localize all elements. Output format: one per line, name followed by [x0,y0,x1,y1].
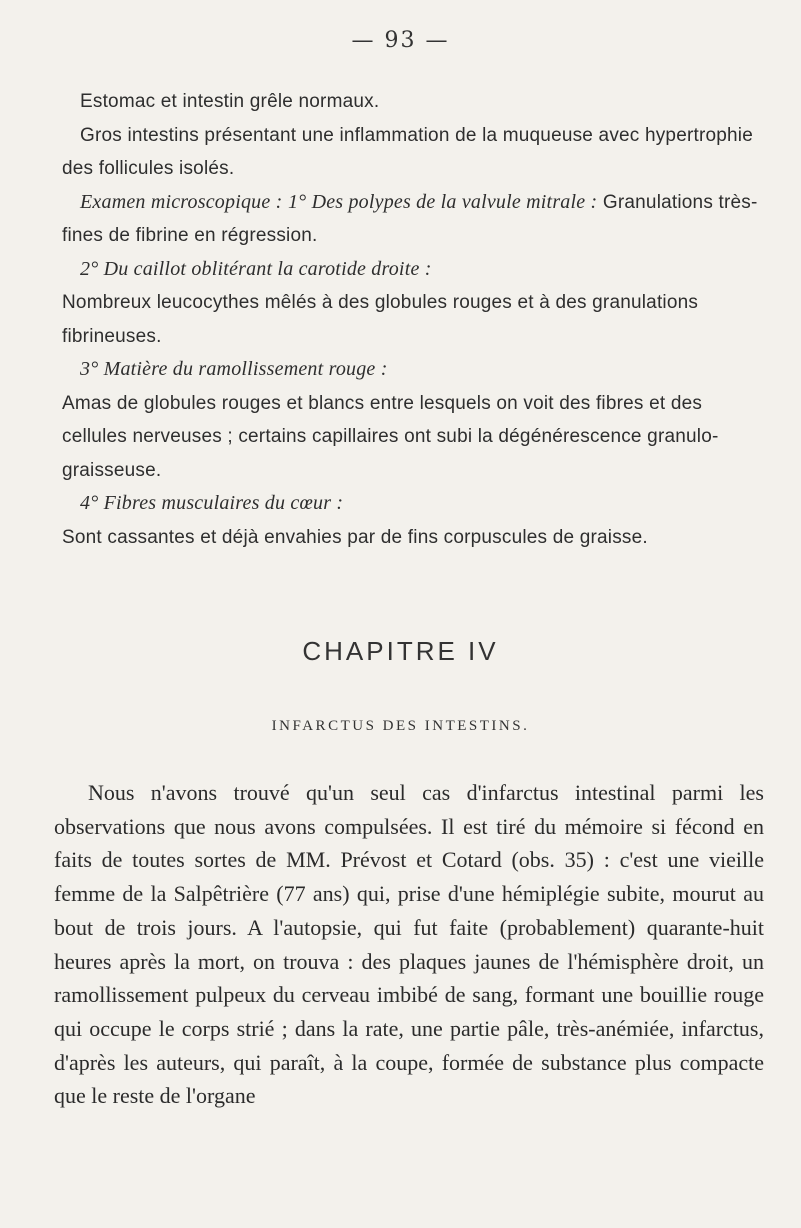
exam-item-label: 3° Matière du ramollissement rouge : [80,358,388,380]
body-paragraph: Nous n'avons trouvé qu'un seul cas d'infarctus intestinal parmi les observations que nous avons compulsées. Il est tiré du mémoire si fécond en faits de toutes sortes de MM. Prévost et Cotard (obs. 35) : c'est une vieille femme de la Salpêtrière (77 ans) qui, prise d'une hémiplégie subite, mourut au bout de trois jours. A l'autopsie, qui fut faite (probablement) quarante-huit heures après la mort, on trouva : des plaques jaunes de l'hémisphère droit, un ramollissement pulpeux du cerveau imbibé de sang, formant une bouillie rouge qui occupe le corps strié ; dans la rate, une partie pâle, très-anémiée, infarctus, d'après les auteurs, qui paraît, à la coupe, formée de substance plus compacte que le reste de l'organe [54,780,764,1109]
chapter-subtitle: INFARCTUS DES INTESTINS. [271,718,530,734]
exam-item-label: 4° Fibres musculaires du cœur : [80,492,344,514]
exam-item [62,253,762,287]
exam-heading [62,186,762,253]
page-number: — 93 — [351,28,450,53]
observation-continuation [62,85,762,554]
observation-line: Estomac et intestin grêle normaux. [80,91,380,112]
exam-item [62,487,762,521]
exam-label: Examen microscopique : [80,190,283,213]
exam-item-text: Amas de globules rouges et blancs entre lesquels on voit des fibres et des cellules nerveuses ; certains capillaires ont subi la dégénérescence granulo-graisseuse. [62,392,719,481]
body-text [54,776,764,1113]
exam-item-text: Granulations très-fines de fibrine en régression. [62,191,758,246]
exam-item-text: Sont cassantes et déjà envahies par de fins corpuscules de graisse. [62,526,648,548]
exam-item-label: 1° Des polypes de la valvule mitrale : [287,190,598,213]
exam-item [62,353,762,387]
chapter-title: CHAPITRE IV [302,636,499,666]
exam-item-label: 2° Du caillot oblitérant la carotide droite : [80,257,432,280]
observation-line: Gros intestins présentant une inflammation de la muqueuse avec hypertrophie des follicules isolés. [62,124,753,179]
exam-item-text: Nombreux leucocythes mêlés à des globules rouges et à des granulations fibrineuses. [62,292,699,347]
